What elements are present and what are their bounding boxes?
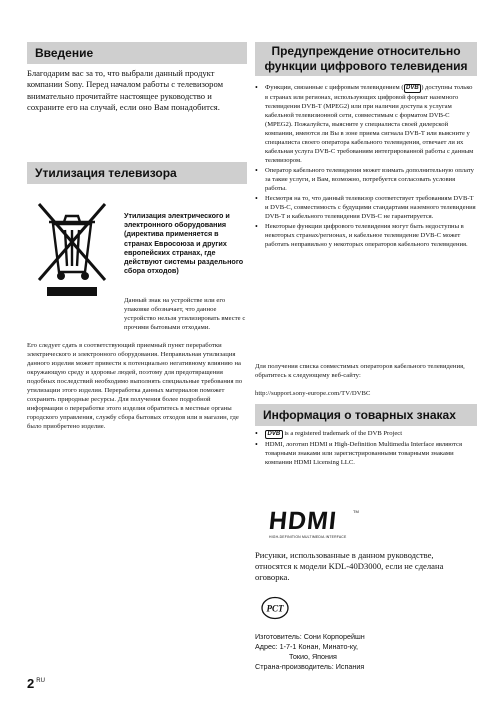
list-item: • DVB is a registered trademark of the DVB Project — [255, 429, 477, 439]
list-item: • Несмотря на то, что данный телевизор соответствует требованиям DVB-T и DVB-C, совместимость с будущими стандартами наземного телевидения DVB-T и кабельного телевидения DVB-C не гарантируется. — [255, 194, 477, 221]
page-number: 2 $^{RU}$ — [27, 676, 45, 691]
country-line: Страна-производитель: Испания — [255, 662, 365, 671]
disposal-short-text: Данный знак на устройстве или его упаковке обозначает, что данное устройство нельзя утилизировать вместе с прочими бытовыми отходами. — [124, 297, 246, 331]
dvb-logo-icon: DVB — [404, 84, 422, 93]
warning-heading — [255, 42, 477, 76]
warning-heading-line1: Предупреждение относительно — [271, 44, 461, 58]
intro-text: Благодарим вас за то, что выбрали данный продукт компании Sony. Перед началом работы с телевизором внимательно прочитайте настоящее руководство и сохраните его на случай, если оно Вам понадобится. — [27, 68, 224, 113]
pct-letters: PCT — [266, 603, 284, 614]
models-note: Рисунки, использованные в данном руководстве, относятся к модели KDL-40D3000, если не сделана оговорка. — [255, 550, 444, 582]
list-item: • Некоторые функции цифрового телевидения могут быть недоступны в некоторых странах/регионах, и кабельное телевидение DVB-C может работать неправильно у некоторых операторов кабельного телевидения. — [255, 222, 477, 249]
warning-heading-line2: функции цифрового телевидения — [264, 59, 468, 73]
manufacturer-line: Изготовитель: Сони Корпорейшн — [255, 632, 365, 641]
list-item: • HDMI, логотип HDMI и High-Definition Multimedia Interface являются товарными знаками или зарегистрированными товарными знаками компании HDMI Licensing LLC. — [255, 440, 477, 467]
hdmi-tm-mark: TM — [353, 509, 359, 514]
support-url: http://support.sony-europe.com/TV/DVBC — [255, 390, 371, 397]
disposal-bold-text: Утилизация электрического и электронного оборудования (директива применяется в странах Евросоюза и других европейских странах, где действуют системы раздельного сбора отходов) — [124, 211, 244, 276]
address-line-2: Токио, Япония — [289, 652, 337, 661]
language-code: RU — [36, 678, 45, 684]
disposal-heading: Утилизация телевизора — [27, 162, 247, 184]
digital-warning-list — [255, 83, 477, 250]
intro-heading: Введение — [27, 42, 247, 64]
crossed-bin-icon — [31, 196, 113, 300]
hdmi-logo-text: HDMI — [267, 507, 339, 535]
dvb-logo-icon: DVB — [265, 430, 283, 439]
address-line-1: Адрес: 1-7-1 Конан, Минато-ку, — [255, 642, 358, 651]
trademark-heading: Информация о товарных знаках — [255, 404, 477, 426]
list-item: • Функции, связанные с цифровым телевидением ( DVB ) доступны только в странах или регионах, использующих цифровой формат наземного телевидения DVB-T (MPEG2) или при наличии доступа к услугам кабельной телевизионной сети, совместимым с форматом DVB-C (MPEG2). Пожалуйста, выясните у специалиста своей дилерской компании, имеются ли Вы в зоне приема сигнала DVB-T или выясните у специалиста своего оператора кабельного телевидения, отвечает ли их кабельная услуга DVB-C требованиям интегрированной работы с данным телевизором. — [255, 83, 477, 165]
disposal-long-text: Его следует сдать в соответствующий приемный пункт переработки электрического и электронного оборудования. Неправильная утилизация данного изделия может привести к потенциально негативному влиянию на окружающую среду и здоровье людей, поэтому для предотвращения подобных последствий необходимо выполнять специальные требования по утилизации этого изделия. Переработка данных материалов поможет сохранить природные ресурсы. Для получения более подробной информации о переработке этого изделия обратитесь в местные органы городского управления, службу сбора бытовых отходов или в магазин, где было приобретено изделие. — [27, 342, 243, 430]
hdmi-logo — [269, 508, 359, 542]
trademark-list — [255, 429, 477, 468]
hdmi-tagline: HIGH-DEFINITION MULTIMEDIA INTERFACE — [269, 535, 347, 539]
cable-list-text: Для получения списка совместимых операторов кабельного телевидения, обратитесь к следующему веб-сайту: — [255, 363, 465, 379]
list-item: • Оператор кабельного телевидения может взимать дополнительную оплату за такие услуги, и Вам, возможно, потребуется согласовать условия работы. — [255, 166, 477, 193]
pct-certification-icon — [261, 596, 289, 620]
